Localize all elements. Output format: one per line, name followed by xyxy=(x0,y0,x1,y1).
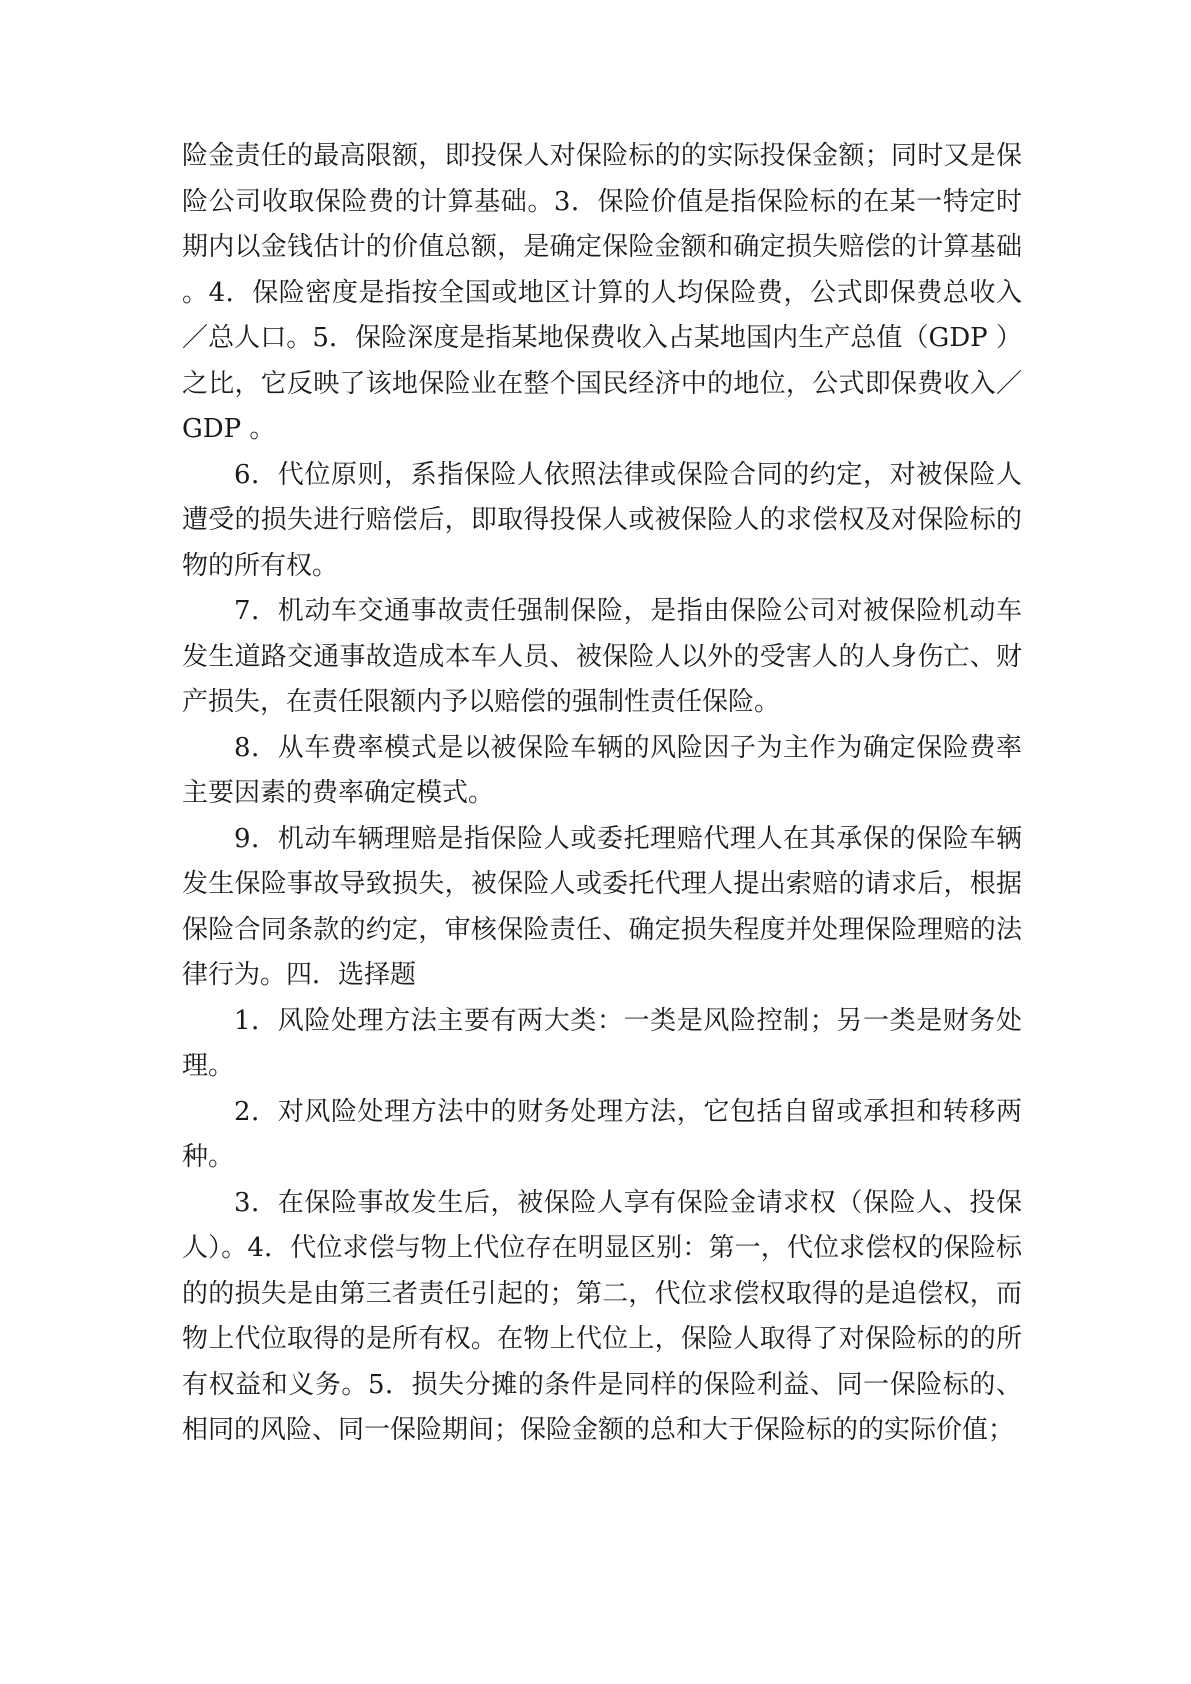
paragraph-continued: 险金责任的最高限额，即投保人对保险标的的实际投保金额；同时又是保险公司收取保险费的计算基础。3．保险价值是指保险标的在某一特定时期内以金钱估计的价值总额，是确定保险金额和确定损失赔偿的计算基础。4．保险密度是指按全国或地区计算的人均保险费，公式即保费总收入／总人口。5．保险深度是指某地保费收入占某地国内生产总值（GDP ）之比，它反映了该地保险业在整个国民经济中的地位，公式即保费收入／GDP 。 xyxy=(182,141,1022,444)
paragraph-risk-handling-methods: 1．风险处理方法主要有两大类：一类是风险控制；另一类是财务处理。 xyxy=(182,1005,1022,1081)
paragraph-vehicle-claims: 9．机动车辆理赔是指保险人或委托理赔代理人在其承保的保险车辆发生保险事故导致损失，被保险人或委托代理人提出索赔的请求后，根据保险合同条款的约定，审核保险责任、确定损失程度并处理保险理赔的法律行为。四．选择题 xyxy=(182,823,1022,990)
paragraph-compulsory-insurance: 7．机动车交通事故责任强制保险，是指由保险公司对被保险机动车发生道路交通事故造成本车人员、被保险人以外的受害人的人身伤亡、财产损失，在责任限额内予以赔偿的强制性责任保险。 xyxy=(182,596,1022,717)
document-body xyxy=(182,134,1022,1454)
paragraph-vehicle-rate-model: 8．从车费率模式是以被保险车辆的风险因子为主作为确定保险费率主要因素的费率确定模式。 xyxy=(182,732,1022,808)
paragraph-subrogation-principle: 6．代位原则，系指保险人依照法律或保险合同的约定，对被保险人遭受的损失进行赔偿后，即取得投保人或被保险人的求偿权及对保险标的物的所有权。 xyxy=(182,459,1022,581)
paragraph-claim-rights: 3．在保险事故发生后，被保险人享有保险金请求权（保险人、投保人）。4．代位求偿与物上代位存在明显区别：第一，代位求偿权的保险标的的损失是由第三者责任引起的；第二，代位求偿权取得的是追偿权，而物上代位取得的是所有权。在物上代位上，保险人取得了对保险标的的所有权益和义务。5．损失分摊的条件是同样的保险利益、同一保险标的、相同的风险、同一保险期间；保险金额的总和大于保险标的的实际价值； xyxy=(182,1187,1022,1445)
paragraph-financial-handling: 2．对风险处理方法中的财务处理方法，它包括自留或承担和转移两种。 xyxy=(182,1096,1022,1172)
